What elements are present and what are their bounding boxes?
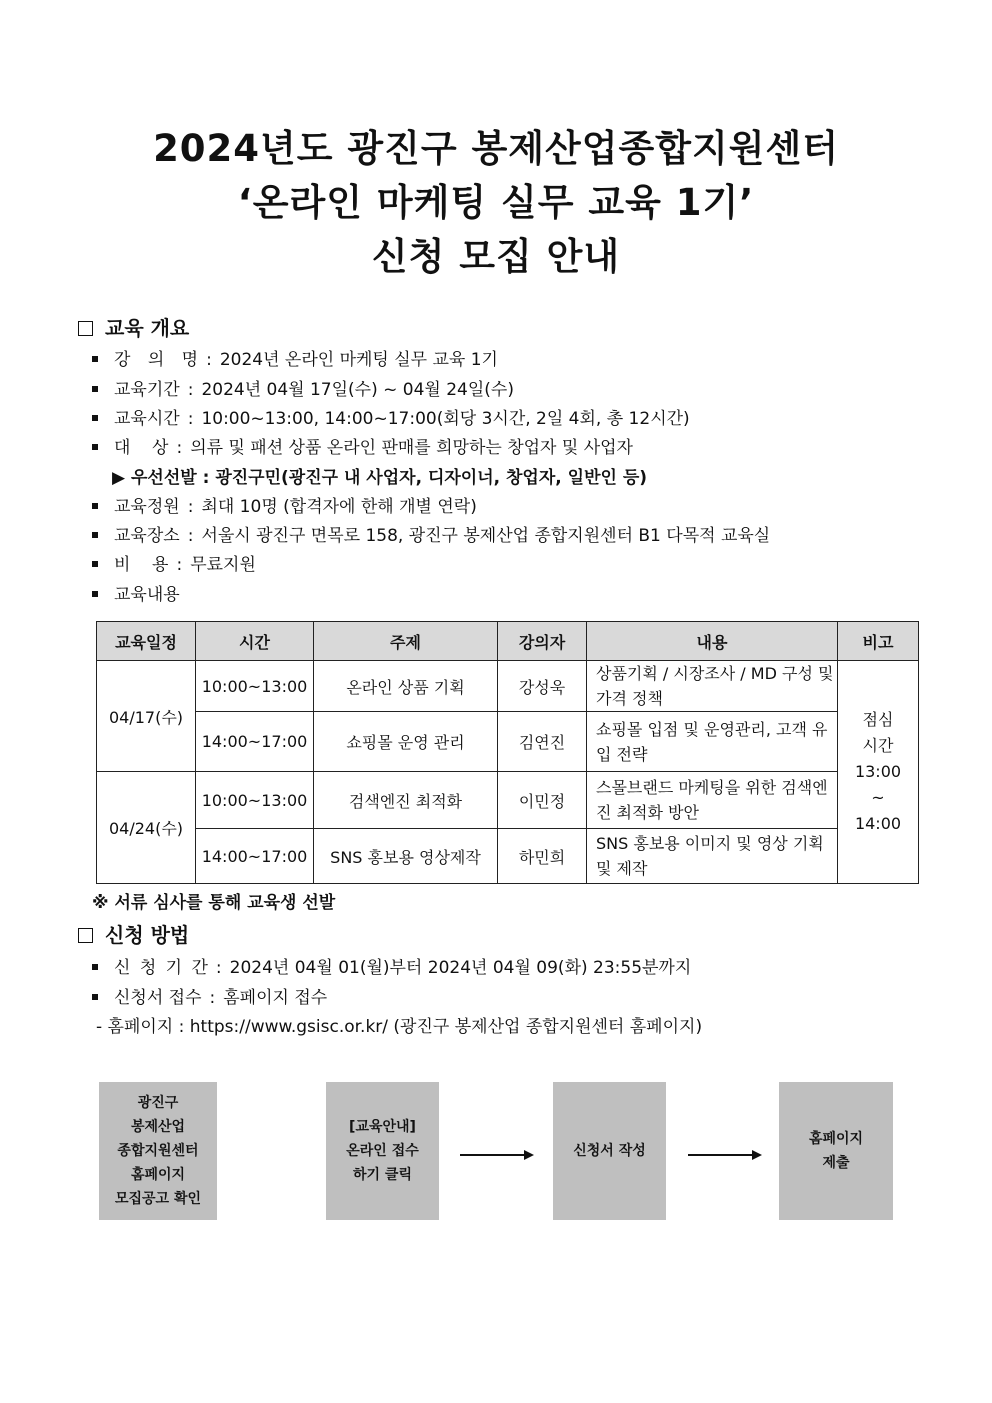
flow-step-3: 신청서 작성 (553, 1082, 666, 1220)
item-value: 서울시 광진구 면목로 158, 광진구 봉제산업 종합지원센터 B1 다목적 교육실 (201, 526, 771, 546)
cell-lecturer: 강성욱 (498, 661, 587, 712)
cell-time: 10:00~13:00 (196, 661, 314, 712)
bullet-icon (92, 386, 98, 392)
cell-topic: 온라인 상품 기획 (314, 661, 498, 712)
item-value: 10:00~13:00, 14:00~17:00(회당 3시간, 2일 4회, 총 12시간) (201, 409, 690, 429)
bullet-icon (92, 356, 98, 362)
header-date: 교육일정 (97, 622, 196, 661)
bullet-icon (92, 503, 98, 509)
flow-step-4: 홈페이지 제출 (779, 1082, 893, 1220)
cell-lecturer: 김연진 (498, 712, 587, 772)
arrow-right-icon (688, 1149, 762, 1161)
cell-lecturer: 하민희 (498, 829, 587, 884)
bullet-icon (92, 532, 98, 538)
cell-topic: 쇼핑몰 운영 관리 (314, 712, 498, 772)
item-value: 의류 및 패션 상품 온라인 판매를 희망하는 창업자 및 사업자 (190, 438, 633, 458)
table-row (97, 829, 919, 884)
item-value: 최대 10명 (합격자에 한해 개별 연락) (201, 497, 477, 517)
item-label: 교육시간 (114, 409, 180, 429)
selection-note: ※ 서류 심사를 통해 교육생 선발 (92, 893, 336, 913)
schedule-table (96, 621, 919, 884)
section-overview-heading: 교육 개요 (78, 314, 189, 342)
item-value: 2024년 04월 17일(수) ~ 04월 24일(수) (201, 380, 514, 400)
list-item: 신 청 기 간 : 2024년 04월 01(월)부터 2024년 04월 09(화) 23:55분까지 (92, 955, 691, 981)
page-title (0, 122, 992, 284)
cell-time: 14:00~17:00 (196, 712, 314, 772)
cell-lecturer: 이민정 (498, 772, 587, 829)
list-item: 대 상 : 의류 및 패션 상품 온라인 판매를 희망하는 창업자 및 사업자 (92, 435, 633, 461)
cell-content: 스몰브랜드 마케팅을 위한 검색엔진 최적화 방안 (587, 772, 838, 829)
item-label: 대 상 (114, 438, 169, 458)
list-item: 교육정원 : 최대 10명 (합격자에 한해 개별 연락) (92, 494, 477, 520)
flow-step-2: [교육안내] 온라인 접수 하기 클릭 (326, 1082, 439, 1220)
bullet-icon (92, 444, 98, 450)
priority-selection: ▶ 우선선발 : 광진구민(광진구 내 사업자, 디자이너, 창업자, 일반인 등) (112, 468, 648, 488)
cell-content: SNS 홍보용 이미지 및 영상 기획 및 제작 (587, 829, 838, 884)
item-label: 강 의 명 (114, 350, 205, 370)
title-line-1: 2024년도 광진구 봉제산업종합지원센터 (153, 127, 839, 170)
header-topic: 주제 (314, 622, 498, 661)
cell-date: 04/17(수) (97, 661, 196, 772)
cell-topic: SNS 홍보용 영상제작 (314, 829, 498, 884)
title-line-2: ‘온라인 마케팅 실무 교육 1기’ (237, 181, 755, 224)
item-label: 교육기간 (114, 380, 180, 400)
header-content: 내용 (587, 622, 838, 661)
cell-date: 04/24(수) (97, 772, 196, 884)
cell-time: 14:00~17:00 (196, 829, 314, 884)
table-row (97, 772, 919, 829)
bullet-icon (92, 964, 98, 970)
item-label: 교육내용 (114, 585, 180, 605)
item-label: 신 청 기 간 (114, 958, 210, 978)
item-value: 홈페이지 접수 (223, 988, 328, 1008)
cell-content: 상품기획 / 시장조사 / MD 구성 및 가격 정책 (587, 661, 838, 712)
flow-step-1: 광진구 봉제산업 종합지원센터 홈페이지 모집공고 확인 (99, 1082, 217, 1220)
checkbox-square-icon (78, 321, 93, 336)
table-row (97, 661, 919, 712)
bullet-icon (92, 591, 98, 597)
arrow-right-icon (460, 1149, 534, 1161)
cell-content: 쇼핑몰 입점 및 운영관리, 고객 유입 전략 (587, 712, 838, 772)
header-time: 시간 (196, 622, 314, 661)
section-application-heading: 신청 방법 (78, 921, 189, 949)
bullet-icon (92, 415, 98, 421)
item-label: 신청서 접수 (114, 988, 202, 1008)
list-item: 교육장소 : 서울시 광진구 면목로 158, 광진구 봉제산업 종합지원센터 B1 다목적 교육실 (92, 523, 770, 549)
list-item: 신청서 접수 : 홈페이지 접수 (92, 985, 327, 1011)
item-value: 2024년 온라인 마케팅 실무 교육 1기 (219, 350, 498, 370)
list-item: 비 용 : 무료지원 (92, 552, 256, 578)
cell-topic: 검색엔진 최적화 (314, 772, 498, 829)
header-remark: 비고 (838, 622, 919, 661)
table-header-row (97, 622, 919, 661)
bullet-icon (92, 561, 98, 567)
item-label: 비 용 (114, 555, 169, 575)
checkbox-square-icon (78, 928, 93, 943)
table-row (97, 712, 919, 772)
cell-remark: 점심 시간 13:00 ~ 14:00 (838, 661, 919, 884)
cell-time: 10:00~13:00 (196, 772, 314, 829)
list-item: 교육시간 : 10:00~13:00, 14:00~17:00(회당 3시간, 2일 4회, 총 12시간) (92, 406, 690, 432)
item-label: 교육정원 (114, 497, 180, 517)
homepage-link[interactable]: - 홈페이지 : https://www.gsisc.or.kr/ (광진구 봉제산업 종합지원센터 홈페이지) (96, 1017, 703, 1037)
list-item (92, 582, 180, 608)
list-item: 교육기간 : 2024년 04월 17일(수) ~ 04월 24일(수) (92, 377, 514, 403)
header-lecturer: 강의자 (498, 622, 587, 661)
item-label: 교육장소 (114, 526, 180, 546)
list-item: 강 의 명 : 2024년 온라인 마케팅 실무 교육 1기 (92, 347, 498, 373)
title-line-3: 신청 모집 안내 (371, 235, 621, 278)
item-value: 2024년 04월 01(월)부터 2024년 04월 09(화) 23:55분까지 (229, 958, 692, 978)
item-value: 무료지원 (190, 555, 256, 575)
bullet-icon (92, 994, 98, 1000)
